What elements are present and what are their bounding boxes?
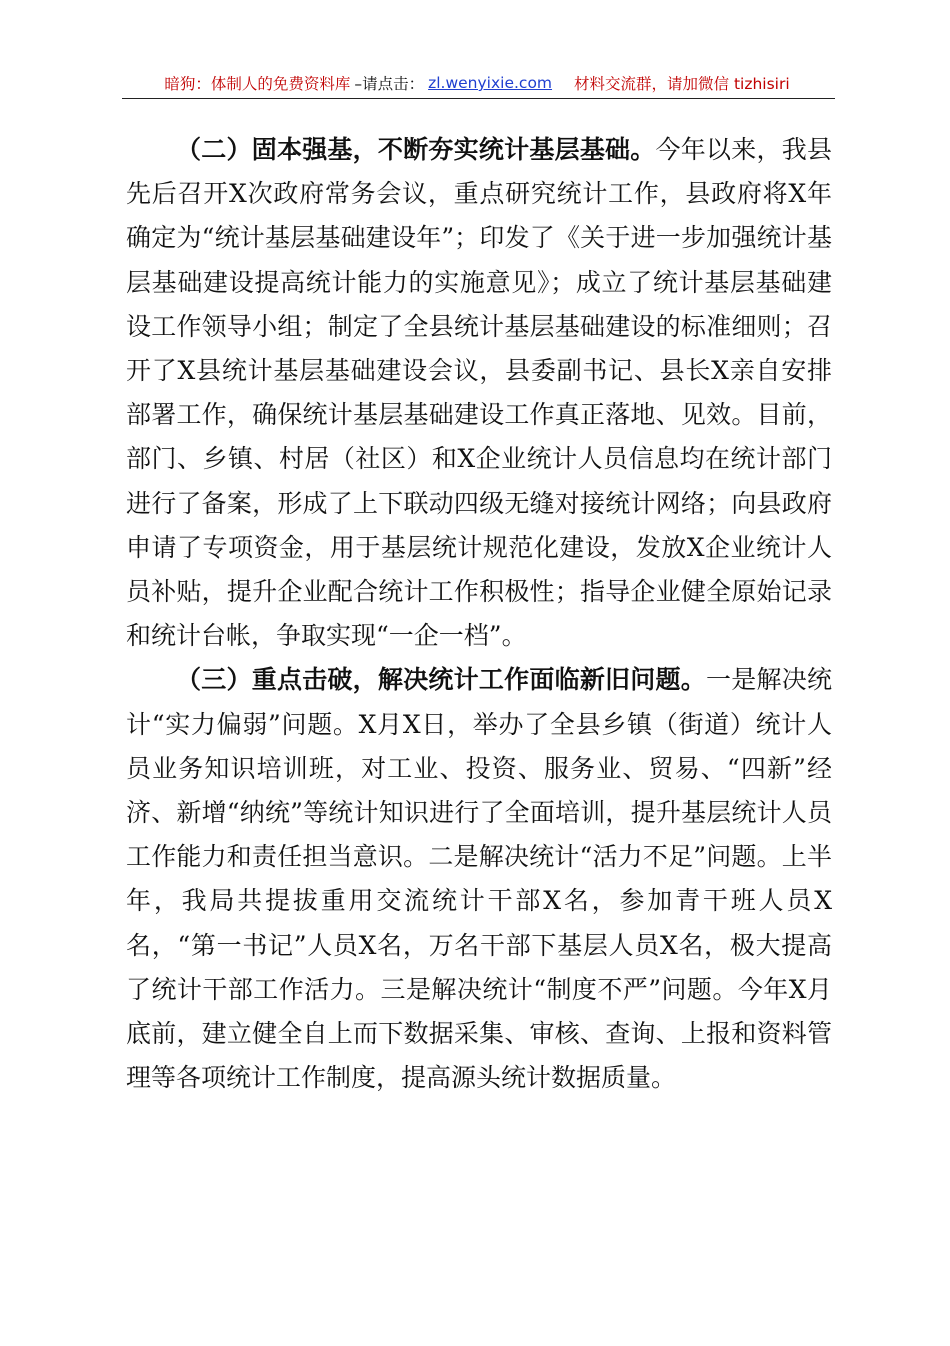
paragraph-text-2: 今年以来，我县先后召开X次政府常务会议，重点研究统计工作，县政府将X年确定为“统计基层基础建设年”；印发了《关于进一步加强统计基层基础建设提高统计能力的实施意见》；成立了统计基层基础建设工作领导小组；制定了全县统计基层基础建设的标准细则；召开了X县统计基层基础建设会议，县委副书记、县长X亲自安排部署工作，确保统计基层基础建设工作真正落地、见效。目前，部门、乡镇、村居（社区）和X企业统计人员信息均在统计部门进行了备案，形成了上下联动四级无缝对接统计网络；向县政府申请了专项资金，用于基层统计规范化建设，发放X企业统计人员补贴，提升企业配合统计工作积极性；指导企业健全原始记录和统计台帐，争取实现“一企一档”。 xyxy=(126,135,832,651)
paragraph-3 xyxy=(126,658,832,1100)
section-heading-2: （二）固本强基，不断夯实统计基层基础。 xyxy=(176,135,656,164)
header-divider xyxy=(122,98,835,99)
section-heading-3: （三）重点击破，解决统计工作面临新旧问题。 xyxy=(176,665,707,695)
header-click-prompt: –请点击： xyxy=(354,75,425,93)
page-header xyxy=(122,70,832,96)
header-link[interactable]: zl.wenyixie.com xyxy=(428,74,553,92)
paragraph-text-3: 一是解决统计“实力偏弱”问题。X月X日，举办了全县乡镇（街道）统计人员业务知识培训班，对工业、投资、服务业、贸易、“四新”经济、新增“纳统”等统计知识进行了全面培训，提升基层统计人员工作能力和责任担当意识。二是解决统计“活力不足”问题。上半年，我局共提拔重用交流统计干部X名，参加青干班人员X名，“第一书记”人员X名，万名干部下基层人员X名，极大提高了统计干部工作活力。三是解决统计“制度不严”问题。今年X月底前，建立健全自上而下数据采集、审核、查询、上报和资料管理等各项统计工作制度，提高源头统计数据质量。 xyxy=(126,665,832,1093)
document-body xyxy=(126,128,832,1100)
header-contact: 材料交流群，请加微信 tizhisiri xyxy=(574,75,790,93)
header-brand: 暗狗：体制人的免费资料库 xyxy=(164,75,351,93)
paragraph-2 xyxy=(126,128,832,658)
